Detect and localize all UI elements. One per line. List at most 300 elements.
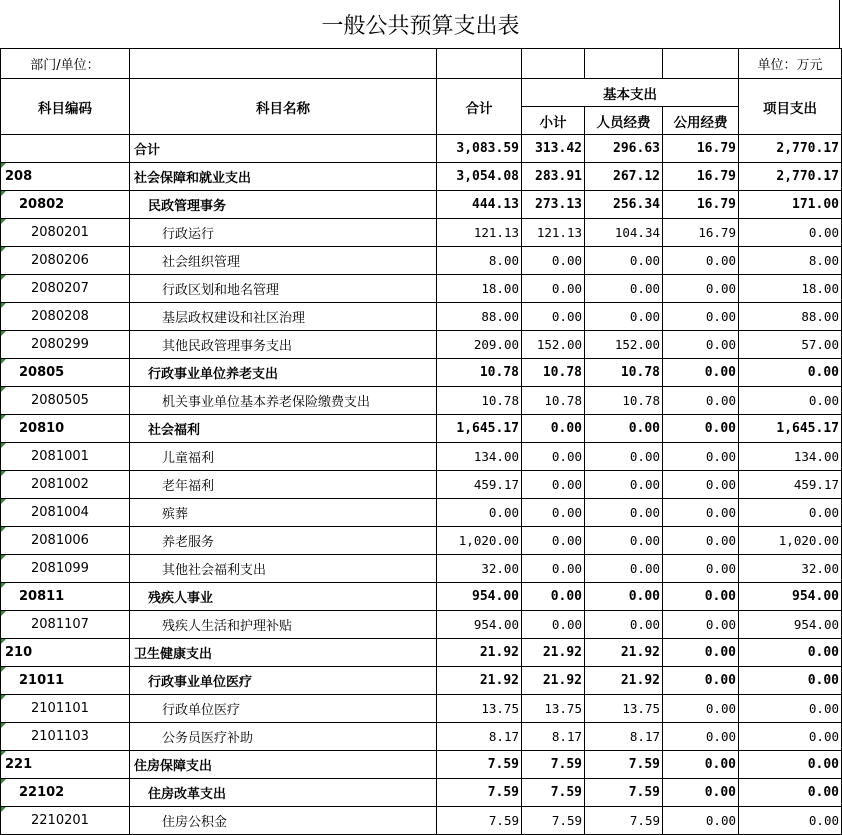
cell-public [663, 751, 739, 779]
cell-name [130, 527, 437, 555]
cell-total [437, 191, 522, 219]
cell-text: 22102 [19, 785, 65, 800]
table-row [1, 555, 842, 583]
cell-text: 0.00 [808, 505, 839, 520]
cell-total [437, 135, 522, 163]
cell-text: 2080206 [31, 253, 89, 268]
cell-text: 21.92 [542, 673, 582, 688]
budget-table [0, 48, 842, 835]
cell-marker-icon [1, 779, 6, 784]
dept-label: 部门/单位： [1, 49, 130, 79]
cell-text: 0.00 [704, 673, 736, 688]
cell-subtotal [522, 415, 585, 443]
cell-public [663, 723, 739, 751]
cell-code [1, 331, 130, 359]
cell-text: 0.00 [551, 617, 582, 632]
cell-subtotal [522, 555, 585, 583]
cell-text: 2,770.17 [776, 169, 839, 184]
cell-text: 0.00 [705, 477, 736, 492]
cell-text: 0.00 [807, 785, 839, 800]
cell-name [130, 443, 437, 471]
cell-text: 基层政权建设和社区治理 [162, 311, 306, 326]
table-row [1, 499, 842, 527]
cell-personnel [585, 779, 663, 807]
cell-name [130, 135, 437, 163]
cell-personnel [585, 191, 663, 219]
cell-project [739, 219, 842, 247]
cell-code [1, 723, 130, 751]
cell-name [130, 415, 437, 443]
cell-text: 0.00 [629, 477, 660, 492]
table-row [1, 331, 842, 359]
cell-name [130, 331, 437, 359]
cell-project [739, 415, 842, 443]
cell-marker-icon [1, 415, 6, 420]
cell-project [739, 163, 842, 191]
cell-text: 2081004 [31, 505, 89, 520]
table-row [1, 415, 842, 443]
cell-text: 行政事业单位医疗 [148, 675, 253, 690]
cell-text: 273.13 [535, 197, 582, 212]
table-row [1, 163, 842, 191]
cell-text: 2210201 [31, 813, 89, 828]
cell-name [130, 163, 437, 191]
cell-text: 0.00 [705, 617, 736, 632]
cell-total [437, 387, 522, 415]
cell-name [130, 275, 437, 303]
cell-total [437, 723, 522, 751]
cell-code [1, 555, 130, 583]
cell-text: 21011 [19, 673, 65, 688]
cell-personnel [585, 583, 663, 611]
cell-text: 2080299 [31, 337, 89, 352]
cell-marker-icon [1, 191, 6, 196]
cell-code [1, 583, 130, 611]
cell-subtotal [522, 135, 585, 163]
table-row [1, 443, 842, 471]
cell-text: 13.75 [481, 701, 519, 716]
cell-total [437, 695, 522, 723]
cell-text: 社会保障和就业支出 [134, 171, 252, 186]
cell-code [1, 499, 130, 527]
cell-text: 0.00 [705, 561, 736, 576]
cell-code [1, 303, 130, 331]
cell-text: 0.00 [551, 309, 582, 324]
cell-text: 13.75 [544, 701, 582, 716]
cell-name [130, 247, 437, 275]
cell-text: 0.00 [629, 253, 660, 268]
cell-personnel [585, 723, 663, 751]
cell-text: 0.00 [488, 505, 519, 520]
cell-name [130, 611, 437, 639]
cell-text: 0.00 [550, 421, 582, 436]
cell-marker-icon [1, 555, 6, 560]
cell-text: 2101103 [31, 729, 89, 744]
cell-marker-icon [1, 247, 6, 252]
cell-name [130, 219, 437, 247]
cell-text: 0.00 [705, 393, 736, 408]
cell-marker-icon [1, 219, 6, 224]
cell-text: 10.78 [544, 393, 582, 408]
cell-code [1, 779, 130, 807]
cell-text: 267.12 [613, 169, 660, 184]
table-row [1, 667, 842, 695]
cell-personnel [585, 527, 663, 555]
cell-text: 18.00 [481, 281, 519, 296]
cell-subtotal [522, 695, 585, 723]
cell-project [739, 667, 842, 695]
cell-project [739, 191, 842, 219]
cell-text: 养老服务 [162, 535, 215, 550]
cell-text: 0.00 [551, 281, 582, 296]
cell-code [1, 751, 130, 779]
table-row [1, 639, 842, 667]
cell-name [130, 751, 437, 779]
cell-public [663, 219, 739, 247]
cell-marker-icon [1, 499, 6, 504]
header-basic: 基本支出 [522, 79, 739, 107]
meta-blank [585, 49, 663, 79]
cell-code [1, 219, 130, 247]
cell-code [1, 443, 130, 471]
cell-text: 8.17 [551, 729, 582, 744]
meta-blank [522, 49, 585, 79]
table-row [1, 471, 842, 499]
cell-text: 2081107 [31, 617, 89, 632]
cell-project [739, 303, 842, 331]
cell-text: 0.00 [808, 225, 839, 240]
cell-marker-icon [1, 667, 6, 672]
table-row [1, 275, 842, 303]
cell-public [663, 807, 739, 835]
cell-subtotal [522, 751, 585, 779]
cell-text: 18.00 [801, 281, 839, 296]
cell-text: 10.78 [481, 393, 519, 408]
header-project: 项目支出 [739, 79, 842, 135]
cell-code [1, 191, 130, 219]
cell-text: 0.00 [808, 701, 839, 716]
cell-text: 134.00 [793, 449, 839, 464]
cell-text: 0.00 [704, 365, 736, 380]
cell-text: 0.00 [705, 449, 736, 464]
table-row [1, 359, 842, 387]
cell-subtotal [522, 387, 585, 415]
cell-project [739, 443, 842, 471]
cell-subtotal [522, 191, 585, 219]
cell-text: 8.00 [488, 253, 519, 268]
cell-public [663, 415, 739, 443]
cell-public [663, 583, 739, 611]
cell-code [1, 387, 130, 415]
unit-label: 单位：万元 [739, 49, 842, 79]
cell-text: 954.00 [793, 617, 839, 632]
cell-text: 0.00 [629, 309, 660, 324]
cell-text: 8.17 [629, 729, 660, 744]
cell-name [130, 191, 437, 219]
cell-text: 0.00 [808, 813, 839, 828]
cell-text: 2081001 [31, 449, 89, 464]
cell-marker-icon [1, 807, 6, 812]
cell-text: 1,645.17 [456, 421, 519, 436]
table-row [1, 191, 842, 219]
cell-text: 老年福利 [162, 479, 215, 494]
table-row [1, 807, 842, 835]
meta-blank [437, 49, 522, 79]
cell-project [739, 807, 842, 835]
cell-personnel [585, 247, 663, 275]
cell-text: 0.00 [704, 421, 736, 436]
cell-total [437, 331, 522, 359]
cell-text: 21.92 [479, 645, 519, 660]
cell-text: 2081002 [31, 477, 89, 492]
table-row [1, 219, 842, 247]
cell-text: 残疾人事业 [148, 591, 214, 606]
cell-subtotal [522, 779, 585, 807]
cell-text: 10.78 [622, 393, 660, 408]
cell-text: 3,054.08 [456, 169, 519, 184]
cell-total [437, 639, 522, 667]
cell-text: 57.00 [801, 337, 839, 352]
cell-public [663, 163, 739, 191]
cell-text: 0.00 [705, 701, 736, 716]
cell-code [1, 667, 130, 695]
cell-text: 7.59 [550, 757, 582, 772]
cell-project [739, 583, 842, 611]
table-row [1, 583, 842, 611]
cell-text: 20811 [19, 589, 65, 604]
cell-text: 0.00 [551, 561, 582, 576]
cell-marker-icon [1, 303, 6, 308]
cell-subtotal [522, 471, 585, 499]
cell-text: 134.00 [473, 449, 519, 464]
cell-text: 0.00 [704, 645, 736, 660]
cell-name [130, 303, 437, 331]
cell-text: 0.00 [550, 589, 582, 604]
cell-text: 机关事业单位基本养老保险缴费支出 [162, 395, 371, 410]
cell-text: 209.00 [473, 337, 519, 352]
cell-text: 0.00 [705, 813, 736, 828]
cell-total [437, 163, 522, 191]
cell-subtotal [522, 667, 585, 695]
cell-name [130, 639, 437, 667]
table-row [1, 387, 842, 415]
cell-public [663, 191, 739, 219]
dept-value [130, 49, 437, 79]
cell-code [1, 415, 130, 443]
cell-text: 0.00 [705, 337, 736, 352]
cell-personnel [585, 499, 663, 527]
cell-text: 444.13 [472, 197, 519, 212]
cell-name [130, 471, 437, 499]
cell-text: 1,645.17 [776, 421, 839, 436]
cell-text: 0.00 [704, 757, 736, 772]
cell-total [437, 527, 522, 555]
cell-total [437, 415, 522, 443]
cell-marker-icon [1, 387, 6, 392]
cell-text: 10.78 [620, 365, 660, 380]
cell-text: 7.59 [629, 813, 660, 828]
cell-personnel [585, 275, 663, 303]
cell-name [130, 667, 437, 695]
cell-personnel [585, 359, 663, 387]
cell-personnel [585, 471, 663, 499]
cell-marker-icon [1, 163, 6, 168]
cell-text: 171.00 [792, 197, 839, 212]
cell-personnel [585, 751, 663, 779]
cell-code [1, 639, 130, 667]
cell-text: 行政区划和地名管理 [162, 283, 280, 298]
cell-text: 0.00 [551, 533, 582, 548]
table-row [1, 527, 842, 555]
cell-text: 954.00 [792, 589, 839, 604]
cell-text: 88.00 [481, 309, 519, 324]
cell-text: 7.59 [628, 757, 660, 772]
cell-text: 283.91 [535, 169, 582, 184]
cell-public [663, 443, 739, 471]
cell-public [663, 471, 739, 499]
cell-text: 296.63 [613, 141, 660, 156]
cell-name [130, 359, 437, 387]
cell-text: 0.00 [629, 449, 660, 464]
cell-code [1, 695, 130, 723]
cell-text: 0.00 [629, 281, 660, 296]
cell-marker-icon [1, 443, 6, 448]
cell-text: 0.00 [704, 785, 736, 800]
cell-total [437, 219, 522, 247]
cell-personnel [585, 611, 663, 639]
cell-text: 8.00 [808, 253, 839, 268]
cell-text: 2080208 [31, 309, 89, 324]
cell-code [1, 275, 130, 303]
cell-total [437, 303, 522, 331]
cell-public [663, 667, 739, 695]
cell-project [739, 331, 842, 359]
cell-public [663, 639, 739, 667]
cell-personnel [585, 303, 663, 331]
cell-subtotal [522, 443, 585, 471]
cell-text: 7.59 [487, 785, 519, 800]
cell-text: 0.00 [629, 533, 660, 548]
cell-text: 卫生健康支出 [134, 647, 213, 662]
cell-text: 行政运行 [162, 227, 215, 242]
table-row [1, 247, 842, 275]
cell-total [437, 275, 522, 303]
cell-total [437, 359, 522, 387]
cell-text: 0.00 [808, 729, 839, 744]
cell-project [739, 639, 842, 667]
cell-subtotal [522, 499, 585, 527]
cell-marker-icon [1, 751, 6, 756]
cell-total [437, 471, 522, 499]
title-border [839, 0, 840, 48]
cell-text: 公务员医疗补助 [162, 731, 254, 746]
table-row [1, 611, 842, 639]
cell-text: 0.00 [629, 505, 660, 520]
cell-text: 殡葬 [162, 507, 189, 522]
cell-text: 0.00 [704, 589, 736, 604]
cell-project [739, 695, 842, 723]
cell-project [739, 723, 842, 751]
meta-blank [663, 49, 739, 79]
cell-text: 954.00 [472, 589, 519, 604]
cell-project [739, 247, 842, 275]
cell-text: 0.00 [705, 729, 736, 744]
cell-text: 459.17 [473, 477, 519, 492]
cell-text: 7.59 [551, 813, 582, 828]
cell-text: 152.00 [536, 337, 582, 352]
cell-text: 0.00 [705, 505, 736, 520]
cell-total [437, 751, 522, 779]
cell-text: 954.00 [473, 617, 519, 632]
cell-marker-icon [1, 331, 6, 336]
cell-personnel [585, 219, 663, 247]
cell-public [663, 499, 739, 527]
cell-text: 0.00 [705, 253, 736, 268]
cell-subtotal [522, 723, 585, 751]
cell-subtotal [522, 331, 585, 359]
cell-text: 0.00 [551, 505, 582, 520]
cell-project [739, 611, 842, 639]
cell-code [1, 527, 130, 555]
table-row [1, 135, 842, 163]
cell-name [130, 499, 437, 527]
cell-total [437, 667, 522, 695]
cell-subtotal [522, 639, 585, 667]
cell-project [739, 527, 842, 555]
cell-text: 其他民政管理事务支出 [162, 339, 293, 354]
meta-row [1, 49, 842, 79]
table-row [1, 779, 842, 807]
cell-text: 20810 [19, 421, 65, 436]
cell-text: 2080505 [31, 393, 89, 408]
cell-public [663, 275, 739, 303]
cell-total [437, 247, 522, 275]
cell-code [1, 611, 130, 639]
cell-text: 2101101 [31, 701, 89, 716]
cell-text: 0.00 [629, 561, 660, 576]
cell-personnel [585, 443, 663, 471]
cell-text: 152.00 [614, 337, 660, 352]
cell-text: 住房保障支出 [134, 759, 213, 774]
cell-marker-icon [1, 583, 6, 588]
cell-text: 社会组织管理 [162, 255, 241, 270]
cell-text: 3,083.59 [456, 141, 519, 156]
cell-subtotal [522, 583, 585, 611]
table-row [1, 751, 842, 779]
cell-text: 208 [5, 169, 33, 184]
cell-code [1, 163, 130, 191]
cell-personnel [585, 695, 663, 723]
cell-total [437, 807, 522, 835]
cell-text: 2080207 [31, 281, 89, 296]
cell-text: 221 [5, 757, 33, 772]
cell-personnel [585, 667, 663, 695]
cell-name [130, 723, 437, 751]
cell-subtotal [522, 611, 585, 639]
cell-public [663, 359, 739, 387]
cell-text: 0.00 [551, 253, 582, 268]
cell-text: 1,020.00 [458, 533, 519, 548]
cell-text: 0.00 [551, 449, 582, 464]
cell-public [663, 387, 739, 415]
cell-total [437, 779, 522, 807]
cell-text: 21.92 [620, 673, 660, 688]
cell-name [130, 695, 437, 723]
cell-text: 0.00 [807, 757, 839, 772]
cell-text: 20802 [19, 197, 65, 212]
cell-personnel [585, 807, 663, 835]
cell-text: 10.78 [479, 365, 519, 380]
